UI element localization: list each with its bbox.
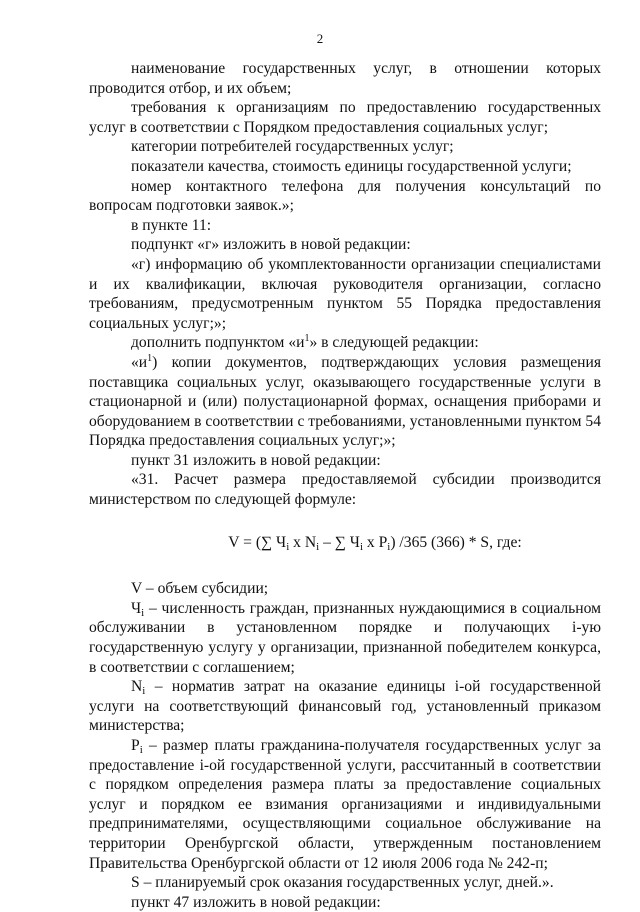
text-fragment: ) копии документов, подтверждающих условия размещения поставщика социальных услуг, оказывающего государственные услуги в стационарной и (или) полустационарной формах, оснащения приборами и оборудованием в соответствии с требованиями, установленными пунктом 54 Порядка предоставления социальных услуг;»;: [89, 353, 601, 450]
definition-p: [89, 736, 601, 873]
definition-s: S – планируемый срок оказания государственных услуг, дней.».: [131, 874, 554, 892]
formula-part: х P: [363, 533, 388, 551]
paragraph-phone: номер контактного телефона для получения консультаций по вопросам подготовки заявок.»;: [89, 177, 601, 215]
formula-part: V = (∑ Ч: [228, 533, 287, 551]
paragraph-subpoint-g-intro: подпункт «г» изложить в новой редакции:: [131, 236, 411, 254]
paragraph-services-list: наименование государственных услуг, в отношении которых проводится отбор, и их объем;: [89, 60, 601, 97]
text-fragment: дополнить подпунктом «и: [131, 334, 305, 352]
symbol: N: [131, 678, 143, 696]
symbol-subscript: i: [141, 606, 145, 619]
symbol-subscript: i: [139, 744, 143, 756]
text-fragment: «и: [131, 353, 148, 371]
formula-subscript: i: [316, 540, 320, 553]
paragraph-subpoint-i1-intro: [89, 333, 601, 353]
definition-text: – норматив затрат на оказание единицы i-ой государственной услуги на соответствующий финансовый год, установленный приказом министерства;: [89, 678, 601, 735]
paragraph-point-31-text: «31. Расчет размера предоставляемой субсидии производится министерством по следующей формуле:: [89, 471, 601, 509]
paragraph-subpoint-i1-text: [89, 353, 601, 451]
formula-part: х N: [289, 533, 317, 551]
definition-v: V – объем субсидии;: [131, 580, 269, 598]
superscript: 1: [304, 333, 310, 345]
formula-subscript: i: [387, 540, 391, 553]
paragraph-point-11: в пункте 11:: [131, 216, 212, 234]
symbol: P: [131, 737, 140, 754]
formula-subscript: i: [286, 540, 290, 553]
paragraph-requirements: требования к организациям по предоставлению государственных услуг в соответствии с Порядком предоставления социальных услуг;: [89, 99, 601, 136]
definition-ch: [89, 599, 601, 677]
formula-subscript: i: [359, 540, 363, 553]
superscript: 1: [147, 352, 153, 364]
paragraph-point-47-intro: пункт 47 изложить в новой редакции:: [131, 893, 381, 911]
paragraph-point-31-intro: пункт 31 изложить в новой редакции:: [131, 451, 381, 469]
formula-part: – ∑ Ч: [319, 533, 360, 551]
paragraph-subpoint-g-text: «г) информацию об укомплектованности организации специалистами и их квалификации, включая руководителя организации, согласно требованиям, предусмотренным пунктом 55 Порядка предоставления социальных услуг;»;: [89, 255, 601, 332]
symbol-subscript: i: [142, 685, 146, 698]
symbol: Ч: [131, 599, 142, 617]
document-body: [89, 59, 601, 912]
paragraph-quality: показатели качества, стоимость единицы государственной услуги;: [131, 157, 572, 175]
text-fragment: » в следующей редакции:: [309, 334, 479, 352]
definition-text: – размер платы гражданина-получателя государственных услуг за предоставление i-ой государственной услуги, рассчитанный в соответствии с порядком определения размера платы за предоставление социальных услуг и порядком ее взимания организациями и индивидуальными предпринимателями, осуществляющими социальное обслуживание на территории Оренбургской области, утвержденным постановлением Правительства Оренбургской области от 12 июля 2006 года № 242-п;: [89, 737, 601, 872]
paragraph-categories: категории потребителей государственных услуг;: [131, 138, 454, 156]
definition-text: – численность граждан, признанных нуждающимися в социальном обслуживании в установленном порядке и получающих i-ую государственную услугу у организации, признанной победителем конкурса, в соответствии с соглашением;: [89, 599, 601, 676]
page-number: 2: [316, 31, 324, 46]
formula-part: ) /365 (366) * S, где:: [390, 533, 522, 551]
definition-n: [89, 677, 601, 736]
subsidy-formula: [89, 533, 601, 553]
